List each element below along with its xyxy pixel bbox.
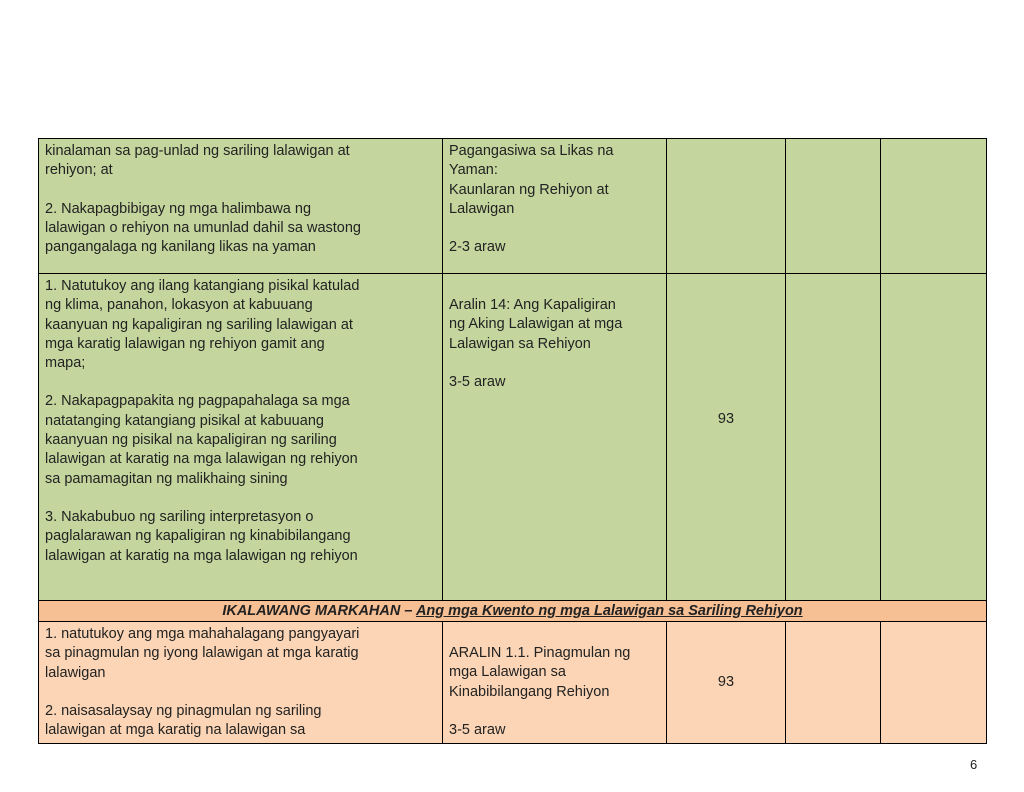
page-cell (667, 274, 786, 601)
page-number: 6 (970, 757, 978, 772)
quarter-header-prefix: IKALAWANG MARKAHAN – (222, 603, 416, 619)
empty-cell (786, 622, 881, 744)
quarter-header-title: Ang mga Kwento ng mga Lalawigan sa Sariling Rehiyon (415, 603, 803, 619)
competency-cell (39, 139, 443, 274)
topic-cell (443, 274, 667, 601)
competency-text: 2. Nakapagpapakita ng pagpapahalaga sa mga natatanging katangiang pisikal at kabuuang kaanyuan ng pisikal na kapaligiran ng sariling lalawigan at karatig na mga lalawigan ng rehiyon sa pamamagitan ng malikhaing sining (45, 393, 358, 487)
competency-text: 1. Natutukoy ang ilang katangiang pisikal katulad ng klima, panahon, lokasyon at kabuuang kaanyuan ng kapaligiran ng sariling lalawigan at mga karatig lalawigan ng rehiyon gamit ang mapa; (45, 278, 360, 372)
topic-text: Aralin 14: Ang Kapaligiran ng Aking Lalawigan at mga Lalawigan sa Rehiyon (449, 297, 623, 352)
table-row (39, 139, 987, 274)
quarter-header (39, 601, 987, 622)
competency-cell (39, 274, 443, 601)
duration-text: 3-5 araw (449, 373, 506, 390)
topic-text: Pagangasiwa sa Likas na Yaman: Kaunlaran ng Rehiyon at Lalawigan (449, 143, 614, 217)
competency-text: 2. Nakapagbibigay ng mga halimbawa ng lalawigan o rehiyon na umunlad dahil sa wastong pangangalaga ng kanilang likas na yaman (45, 200, 361, 256)
topic-cell (443, 139, 667, 274)
table-row (39, 274, 987, 601)
competency-text: 3. Nakabubuo ng sariling interpretasyon o paglalarawan ng kapaligiran ng kinabibilangang lalawigan at karatig na mga lalawigan ng rehiyon (45, 508, 358, 564)
competency-text: kinalaman sa pag-unlad ng sariling lalawigan at rehiyon; at (45, 143, 350, 179)
empty-cell (786, 274, 881, 601)
empty-cell (881, 139, 987, 274)
table-row (39, 622, 987, 744)
duration-text: 3-5 araw (449, 721, 506, 738)
quarter-header-row (39, 601, 987, 622)
empty-cell (881, 622, 987, 744)
competency-cell (39, 622, 443, 744)
duration-text: 2-3 araw (449, 239, 506, 256)
page-cell (667, 139, 786, 274)
page-cell: 93 (667, 622, 786, 744)
curriculum-table (38, 138, 987, 744)
topic-cell (443, 622, 667, 744)
empty-cell (881, 274, 987, 601)
empty-cell (786, 139, 881, 274)
competency-text: 1. natutukoy ang mga mahahalagang pangyayari sa pinagmulan ng iyong lalawigan at mga karatig lalawigan (45, 626, 360, 681)
competency-text: 2. naisasalaysay ng pinagmulan ng sariling lalawigan at mga karatig na lalawigan sa (45, 702, 322, 739)
topic-text: ARALIN 1.1. Pinagmulan ng mga Lalawigan sa Kinabibilangang Rehiyon (449, 645, 631, 700)
page-number-value: 93 (717, 411, 735, 427)
